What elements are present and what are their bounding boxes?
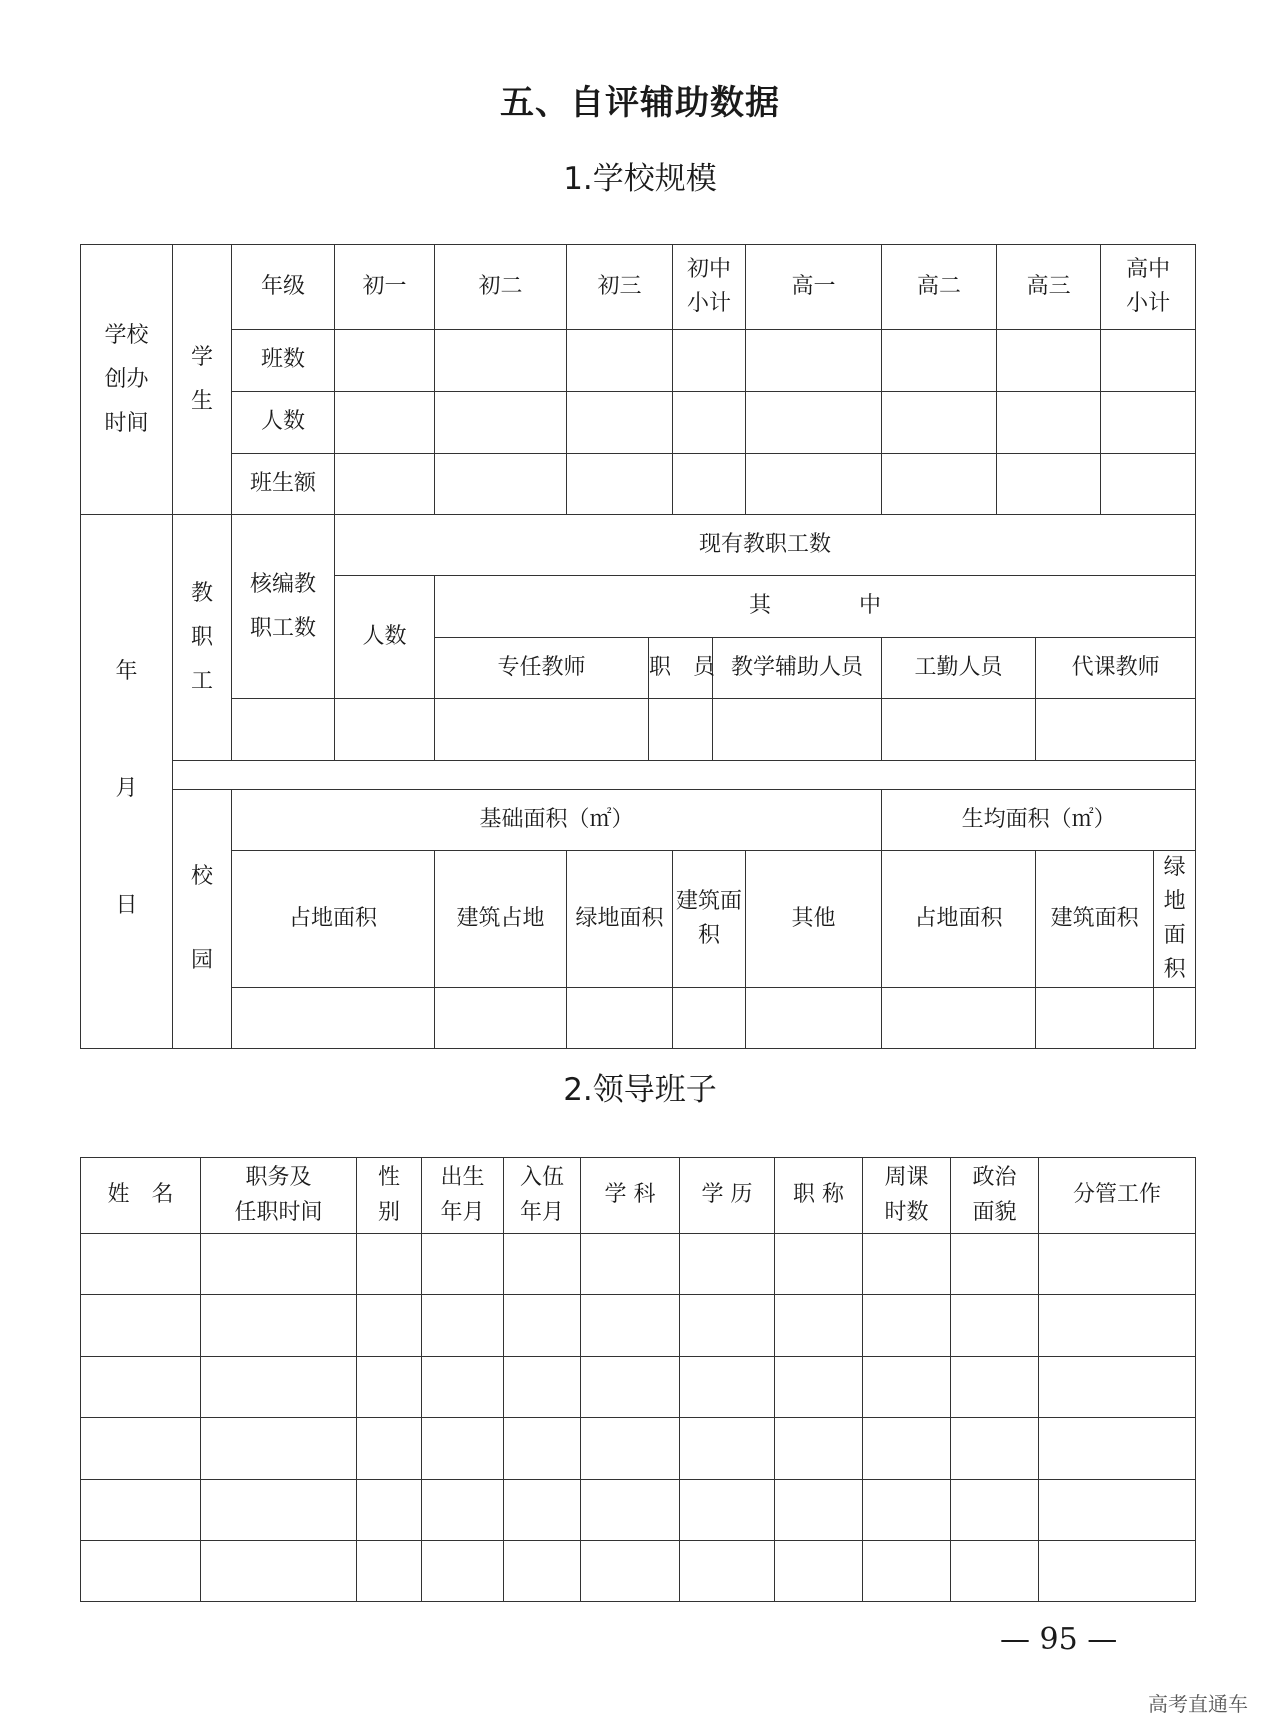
input-cell[interactable] — [882, 699, 1036, 761]
input-cell[interactable] — [201, 1480, 357, 1541]
among-label: 其 中 — [435, 576, 1196, 638]
leadership-table — [80, 1157, 1196, 1602]
input-cell[interactable] — [422, 1295, 504, 1357]
grade-label: 年级 — [232, 245, 335, 330]
input-cell[interactable] — [567, 330, 673, 392]
input-cell[interactable] — [997, 330, 1101, 392]
input-cell[interactable] — [435, 330, 567, 392]
grade-header: 初中 小计 — [673, 245, 746, 330]
date-cell — [81, 515, 173, 1049]
input-cell[interactable] — [81, 1234, 201, 1295]
row-label: 班生额 — [232, 454, 335, 515]
spacer-row — [173, 761, 1196, 790]
grade-header: 高二 — [882, 245, 997, 330]
input-cell[interactable] — [680, 1234, 775, 1295]
year-label: 年 — [115, 659, 138, 684]
input-cell[interactable] — [567, 392, 673, 454]
day-label: 日 — [115, 893, 138, 919]
staff-category: 工勤人员 — [882, 638, 1036, 699]
staff-category: 教学辅助人员 — [713, 638, 882, 699]
col-header-subject: 学 科 — [581, 1158, 680, 1234]
input-cell[interactable] — [422, 1480, 504, 1541]
section1-title: 1.学校规模 — [563, 161, 717, 197]
input-cell[interactable] — [581, 1234, 680, 1295]
input-cell[interactable] — [581, 1418, 680, 1480]
input-cell[interactable] — [746, 392, 882, 454]
area-col: 绿地面积 — [1154, 851, 1196, 988]
input-cell[interactable] — [746, 988, 882, 1049]
input-cell[interactable] — [775, 1541, 863, 1602]
input-cell[interactable] — [1101, 454, 1196, 515]
grade-header: 初二 — [435, 245, 567, 330]
input-cell[interactable] — [357, 1357, 422, 1418]
staff-count-label: 人数 — [335, 576, 435, 699]
input-cell[interactable] — [775, 1418, 863, 1480]
current-staff-label: 现有教职工数 — [335, 515, 1196, 576]
input-cell[interactable] — [422, 1541, 504, 1602]
input-cell[interactable] — [422, 1234, 504, 1295]
watermark: 高考直通车 — [1148, 1692, 1248, 1716]
input-cell[interactable] — [951, 1295, 1039, 1357]
input-cell[interactable] — [1101, 330, 1196, 392]
input-cell[interactable] — [581, 1541, 680, 1602]
input-cell[interactable] — [1036, 699, 1196, 761]
input-cell[interactable] — [673, 392, 746, 454]
input-cell[interactable] — [863, 1234, 951, 1295]
input-cell[interactable] — [504, 1418, 581, 1480]
input-cell[interactable] — [882, 454, 997, 515]
page-title: 五、自评辅助数据 — [500, 83, 780, 123]
grade-header: 初三 — [567, 245, 673, 330]
input-cell[interactable] — [1039, 1541, 1196, 1602]
section2-title: 2.领导班子 — [563, 1072, 717, 1108]
input-cell[interactable] — [435, 392, 567, 454]
month-label: 月 — [115, 776, 138, 802]
input-cell[interactable] — [201, 1541, 357, 1602]
input-cell[interactable] — [435, 699, 649, 761]
input-cell[interactable] — [863, 1418, 951, 1480]
table-row — [81, 1295, 1196, 1357]
input-cell[interactable] — [951, 1357, 1039, 1418]
input-cell[interactable] — [201, 1234, 357, 1295]
row-label: 人数 — [232, 392, 335, 454]
col-header-weekly-hours: 周课 时数 — [863, 1158, 951, 1234]
input-cell[interactable] — [951, 1480, 1039, 1541]
col-header-responsibility: 分管工作 — [1039, 1158, 1196, 1234]
grade-header: 高三 — [997, 245, 1101, 330]
input-cell[interactable] — [81, 1480, 201, 1541]
input-cell[interactable] — [882, 988, 1036, 1049]
grade-header: 高中 小计 — [1101, 245, 1196, 330]
input-cell[interactable] — [357, 1480, 422, 1541]
input-cell[interactable] — [775, 1480, 863, 1541]
founding-time-label: 学校 创办 时间 — [81, 245, 173, 515]
input-cell[interactable] — [335, 392, 435, 454]
row-label: 班数 — [232, 330, 335, 392]
table-row — [81, 1234, 1196, 1295]
input-cell[interactable] — [201, 1357, 357, 1418]
input-cell[interactable] — [713, 699, 882, 761]
col-header-name: 姓 名 — [81, 1158, 201, 1234]
input-cell[interactable] — [335, 330, 435, 392]
col-header-education: 学 历 — [680, 1158, 775, 1234]
input-cell[interactable] — [81, 1357, 201, 1418]
input-cell[interactable] — [504, 1357, 581, 1418]
input-cell[interactable] — [435, 988, 567, 1049]
input-cell[interactable] — [201, 1418, 357, 1480]
input-cell[interactable] — [680, 1295, 775, 1357]
input-cell[interactable] — [1154, 988, 1196, 1049]
input-cell[interactable] — [649, 699, 713, 761]
table-row — [81, 1357, 1196, 1418]
input-cell[interactable] — [680, 1357, 775, 1418]
col-header-position: 职务及 任职时间 — [201, 1158, 357, 1234]
staff-category: 代课教师 — [1036, 638, 1196, 699]
col-header-gender: 性 别 — [357, 1158, 422, 1234]
input-cell[interactable] — [357, 1295, 422, 1357]
input-cell[interactable] — [775, 1234, 863, 1295]
input-cell[interactable] — [435, 454, 567, 515]
area-col: 建筑面积 — [673, 851, 746, 988]
input-cell[interactable] — [1039, 1234, 1196, 1295]
input-cell[interactable] — [504, 1480, 581, 1541]
input-cell[interactable] — [422, 1418, 504, 1480]
input-cell[interactable] — [997, 454, 1101, 515]
input-cell[interactable] — [201, 1295, 357, 1357]
input-cell[interactable] — [422, 1357, 504, 1418]
area-col: 占地面积 — [882, 851, 1036, 988]
input-cell[interactable] — [997, 392, 1101, 454]
input-cell[interactable] — [581, 1295, 680, 1357]
input-cell[interactable] — [863, 1541, 951, 1602]
input-cell[interactable] — [232, 988, 435, 1049]
input-cell[interactable] — [232, 699, 335, 761]
input-cell[interactable] — [680, 1541, 775, 1602]
input-cell[interactable] — [863, 1480, 951, 1541]
col-header-title: 职 称 — [775, 1158, 863, 1234]
input-cell[interactable] — [581, 1357, 680, 1418]
table-row — [81, 1541, 1196, 1602]
per-student-area-label: 生均面积（㎡） — [882, 790, 1196, 851]
input-cell[interactable] — [357, 1541, 422, 1602]
table-row — [81, 1418, 1196, 1480]
grade-header: 高一 — [746, 245, 882, 330]
input-cell[interactable] — [1039, 1295, 1196, 1357]
staff-label: 教 职 工 — [173, 515, 232, 761]
grade-header: 初一 — [335, 245, 435, 330]
col-header-political: 政治 面貌 — [951, 1158, 1039, 1234]
input-cell[interactable] — [882, 392, 997, 454]
input-cell[interactable] — [863, 1295, 951, 1357]
input-cell[interactable] — [335, 454, 435, 515]
students-label: 学 生 — [173, 245, 232, 515]
input-cell[interactable] — [775, 1295, 863, 1357]
input-cell[interactable] — [504, 1295, 581, 1357]
staff-category: 职 员 — [649, 638, 713, 699]
table-row — [81, 1480, 1196, 1541]
input-cell[interactable] — [746, 330, 882, 392]
input-cell[interactable] — [1039, 1480, 1196, 1541]
input-cell[interactable] — [673, 330, 746, 392]
input-cell[interactable] — [951, 1234, 1039, 1295]
input-cell[interactable] — [1039, 1357, 1196, 1418]
input-cell[interactable] — [951, 1541, 1039, 1602]
authorized-staff-label: 核编教 职工数 — [232, 515, 335, 699]
col-header-enlist: 入伍 年月 — [504, 1158, 581, 1234]
input-cell[interactable] — [81, 1418, 201, 1480]
input-cell[interactable] — [1039, 1418, 1196, 1480]
input-cell[interactable] — [680, 1418, 775, 1480]
input-cell[interactable] — [357, 1234, 422, 1295]
area-col: 其他 — [746, 851, 882, 988]
input-cell[interactable] — [1036, 988, 1154, 1049]
col-header-birth: 出生 年月 — [422, 1158, 504, 1234]
input-cell[interactable] — [504, 1234, 581, 1295]
input-cell[interactable] — [775, 1357, 863, 1418]
input-cell[interactable] — [882, 330, 997, 392]
input-cell[interactable] — [504, 1541, 581, 1602]
campus-label: 校 园 — [173, 790, 232, 1049]
input-cell[interactable] — [81, 1295, 201, 1357]
area-col: 占地面积 — [232, 851, 435, 988]
input-cell[interactable] — [673, 454, 746, 515]
input-cell[interactable] — [1101, 392, 1196, 454]
input-cell[interactable] — [81, 1541, 201, 1602]
input-cell[interactable] — [357, 1418, 422, 1480]
staff-category: 专任教师 — [435, 638, 649, 699]
school-scale-table — [80, 244, 1196, 1049]
input-cell[interactable] — [673, 988, 746, 1049]
area-col: 建筑面积 — [1036, 851, 1154, 988]
input-cell[interactable] — [746, 454, 882, 515]
input-cell[interactable] — [567, 988, 673, 1049]
input-cell[interactable] — [581, 1480, 680, 1541]
input-cell[interactable] — [863, 1357, 951, 1418]
input-cell[interactable] — [951, 1418, 1039, 1480]
base-area-label: 基础面积（㎡） — [232, 790, 882, 851]
area-col: 绿地面积 — [567, 851, 673, 988]
input-cell[interactable] — [680, 1480, 775, 1541]
input-cell[interactable] — [567, 454, 673, 515]
page-number: — 95 — — [1000, 1622, 1118, 1657]
input-cell[interactable] — [335, 699, 435, 761]
area-col: 建筑占地 — [435, 851, 567, 988]
